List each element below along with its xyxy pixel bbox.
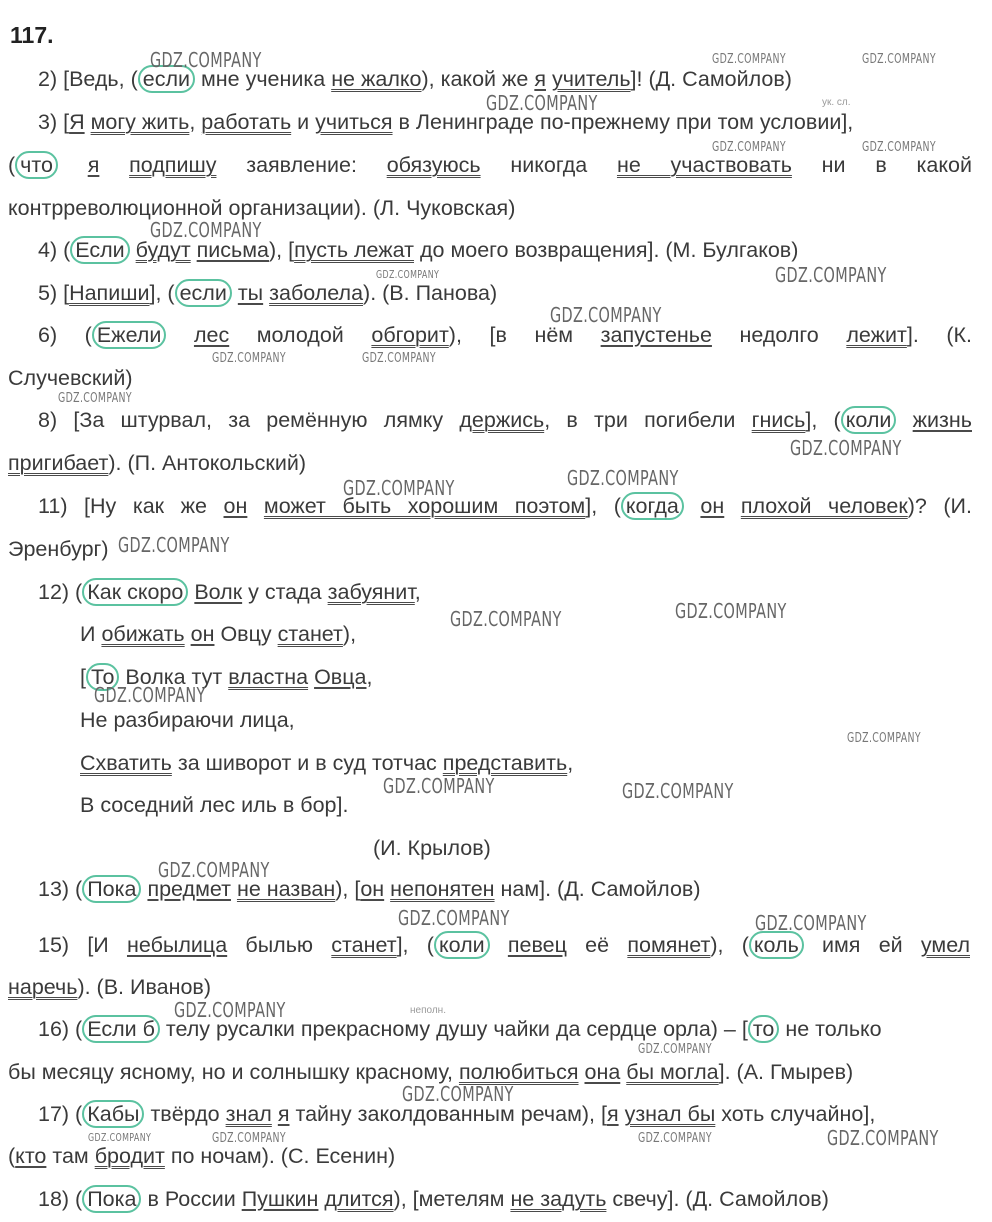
watermark: GDZ.COMPANY [88,1131,152,1144]
subject: я [277,1102,290,1126]
watermark: GDZ.COMPANY [362,351,436,366]
watermark: GDZ.COMPANY [398,906,510,930]
subject: певец [507,933,567,957]
watermark: GDZ.COMPANY [638,1042,712,1057]
sentence-12-line-2: И обижать он Овцу станет), [80,622,357,646]
predicate: властна [228,665,309,689]
conjunction: когда [621,492,684,520]
predicate: станет [331,933,397,957]
subject: небылица [126,933,228,957]
sentence-18: 18) ( Пока в России Пушкин длится), [метелям не задуть свечу]. (Д. Самойлов) [38,1187,829,1211]
sentence-3-line-3: контрреволюционной организации). (Л. Чуковская) [8,196,516,220]
subject: я [534,67,546,91]
sentence-12-line-6: В соседний лес иль в бор]. [80,793,349,817]
sentence-8-line-2: пригибает). (П. Антокольский) [8,451,307,475]
conjunction: коль [749,931,804,959]
watermark: GDZ.COMPANY [862,140,936,155]
annotation-nepoln: неполн. [410,1005,446,1016]
predicate: держись [459,408,545,432]
predicate: могу жить [90,110,190,134]
predicate: наречь [8,975,78,999]
sentence-15-line-2: наречь). (В. Иванов) [8,975,211,999]
watermark: GDZ.COMPANY [212,1131,286,1146]
watermark: GDZ.COMPANY [550,303,662,327]
predicate: пусть лежат [294,238,414,262]
conjunction: Ежели [92,321,167,349]
conjunction: Если б [82,1015,160,1043]
sentence-16-line-1: 16) ( Если б телу русалки прекрасному душу чайки да сердце орла) – [ то не только [38,1017,882,1041]
sentence-17-line-1: 17) ( Кабы твёрдо знал я тайну заколдованным речам), [я узнал бы хоть случайно], [38,1102,876,1126]
conjunction: если [138,65,195,93]
conjunction: Пока [82,875,141,903]
subject: я [606,1102,619,1126]
annotation-uk-sl: ук. сл. [822,97,851,108]
conjunction: то [748,1015,780,1043]
predicate: пригибает [8,451,109,475]
predicate: учиться [315,110,393,134]
subject: лес [193,323,230,347]
subject: предмет [147,877,231,901]
watermark: GDZ.COMPANY [402,1082,514,1106]
watermark: GDZ.COMPANY [712,52,786,67]
sentence-12-line-3: [ То Волка тут властна Овца, [80,665,373,689]
sentence-3-line-1: 3) [Я могу жить, работать и учиться в Ленинграде по-прежнему при том условии], [38,110,854,134]
watermark: GDZ.COMPANY [622,779,734,803]
predicate: учитель [551,67,631,91]
predicate: лежит [846,323,907,347]
subject: Овца [314,665,367,689]
subject: письма [196,238,269,262]
predicate: забуянит [327,580,415,604]
watermark: GDZ.COMPANY [638,1131,712,1146]
predicate: непонятен [390,877,495,901]
watermark: GDZ.COMPANY [94,683,206,707]
subject: Волк [194,580,243,604]
predicate: не назван [236,877,336,901]
predicate: станет [277,622,343,646]
sentence-11-line-1: 11) [Ну как же он может быть хорошим поэтом], ( когда он плохой человек)? (И. [38,494,972,518]
conjunction: То [86,663,119,691]
predicate: знал [225,1102,272,1126]
predicate: обижать [101,622,185,646]
predicate: будут [135,238,191,262]
conjunction: что [15,151,58,179]
predicate: бродит [94,1144,165,1168]
predicate: умел [920,933,970,957]
predicate: работать [201,110,292,134]
sentence-5: 5) [Напиши], ( если ты заболела). (В. Панова) [38,281,498,305]
subject: он [360,877,385,901]
watermark: GDZ.COMPANY [212,351,286,366]
predicate: плохой человек [740,494,908,518]
subject: ты [237,281,264,305]
predicate: помянет [627,933,711,957]
sentence-12-line-5: Схватить за шиворот и в суд тотчас представить, [80,751,574,775]
subject: жизнь [912,408,972,432]
conjunction: если [175,279,232,307]
conjunction: Кабы [82,1100,144,1128]
watermark: GDZ.COMPANY [862,52,936,67]
watermark: GDZ.COMPANY [343,476,455,500]
conjunction: коли [841,406,897,434]
subject: он [700,494,725,518]
subject: Я [69,110,85,134]
predicate: не задуть [510,1187,607,1211]
watermark: GDZ.COMPANY [755,911,867,935]
watermark: GDZ.COMPANY [158,858,270,882]
predicate: не жалко [331,67,422,91]
sentence-15-line-1: 15) [И небылица былью станет], ( коли певец её помянет), ( коль имя ей умел [38,933,970,957]
sentence-12-line-4: Не разбираючи лица, [80,708,295,732]
watermark: GDZ.COMPANY [150,218,262,242]
sentence-13: 13) ( Пока предмет не назван), [он непонятен нам]. (Д. Самойлов) [38,877,701,901]
predicate: обгорит [371,323,449,347]
sentence-6-line-1: 6) ( Ежели лес молодой обгорит), [в нём запустенье недолго лежит]. (К. [38,323,973,347]
predicate: длится [324,1187,394,1211]
predicate: заболела [269,281,364,305]
watermark: GDZ.COMPANY [58,391,132,406]
predicate: Схватить [80,751,172,775]
predicate: может быть хорошим поэтом [263,494,586,518]
predicate: полюбиться [458,1060,579,1084]
conjunction: Если [70,236,129,264]
sentence-2: 2) [Ведь, ( если мне ученика не жалко), какой же я учитель]! (Д. Самойлов) [38,67,792,91]
conjunction: Пока [82,1185,141,1213]
predicate: представить [442,751,568,775]
predicate: не участвовать [616,153,792,177]
watermark: GDZ.COMPANY [847,731,921,746]
predicate: узнал бы [624,1102,716,1126]
watermark: GDZ.COMPANY [174,998,286,1022]
predicate: бы могла [626,1060,719,1084]
predicate: подпишу [129,153,217,177]
sentence-17-line-2: (кто там бродит по ночам). (С. Есенин) [8,1144,396,1168]
exercise-number: 117. [10,22,54,48]
watermark: GDZ.COMPANY [150,48,262,72]
watermark: GDZ.COMPANY [712,140,786,155]
conjunction: коли [434,931,490,959]
watermark: GDZ.COMPANY [790,436,902,460]
predicate: Напиши [69,281,150,305]
conjunction: Как скоро [82,578,188,606]
subject: запустенье [600,323,712,347]
subject: он [223,494,248,518]
watermark: GDZ.COMPANY [675,599,787,623]
sentence-12-line-1: 12) ( Как скоро Волк у стада забуянит, [38,580,421,604]
predicate: обязуюсь [386,153,481,177]
watermark: GDZ.COMPANY [827,1126,939,1150]
subject: Пушкин [241,1187,319,1211]
sentence-11-line-2: Эренбург) [8,537,109,561]
sentence-8-line-1: 8) [За штурвал, за ремённую лямку держись, в три погибели гнись], ( коли жизнь [38,408,972,432]
watermark: GDZ.COMPANY [383,774,495,798]
subject: я [87,153,100,177]
sentence-4: 4) ( Если будут письма), [пусть лежат до моего возвращения]. (М. Булгаков) [38,238,799,262]
sentence-6-line-2: Случевский) [8,366,133,390]
watermark: GDZ.COMPANY [486,91,598,115]
predicate: гнись [751,408,806,432]
watermark: GDZ.COMPANY [775,263,887,287]
subject: кто [15,1144,47,1168]
watermark: GDZ.COMPANY [118,533,230,557]
watermark: GDZ.COMPANY [450,607,562,631]
watermark: GDZ.COMPANY [567,466,679,490]
subject: он [190,622,215,646]
sentence-16-line-2: бы месяцу ясному, но и солнышку красному, полюбиться она бы могла]. (А. Гмырев) [8,1060,854,1084]
sentence-12-author: (И. Крылов) [373,836,491,860]
watermark: GDZ.COMPANY [376,268,440,281]
sentence-3-line-2: ( что я подпишу заявление: обязуюсь никогда не участвовать ни в какой [8,153,972,177]
subject: она [584,1060,621,1084]
